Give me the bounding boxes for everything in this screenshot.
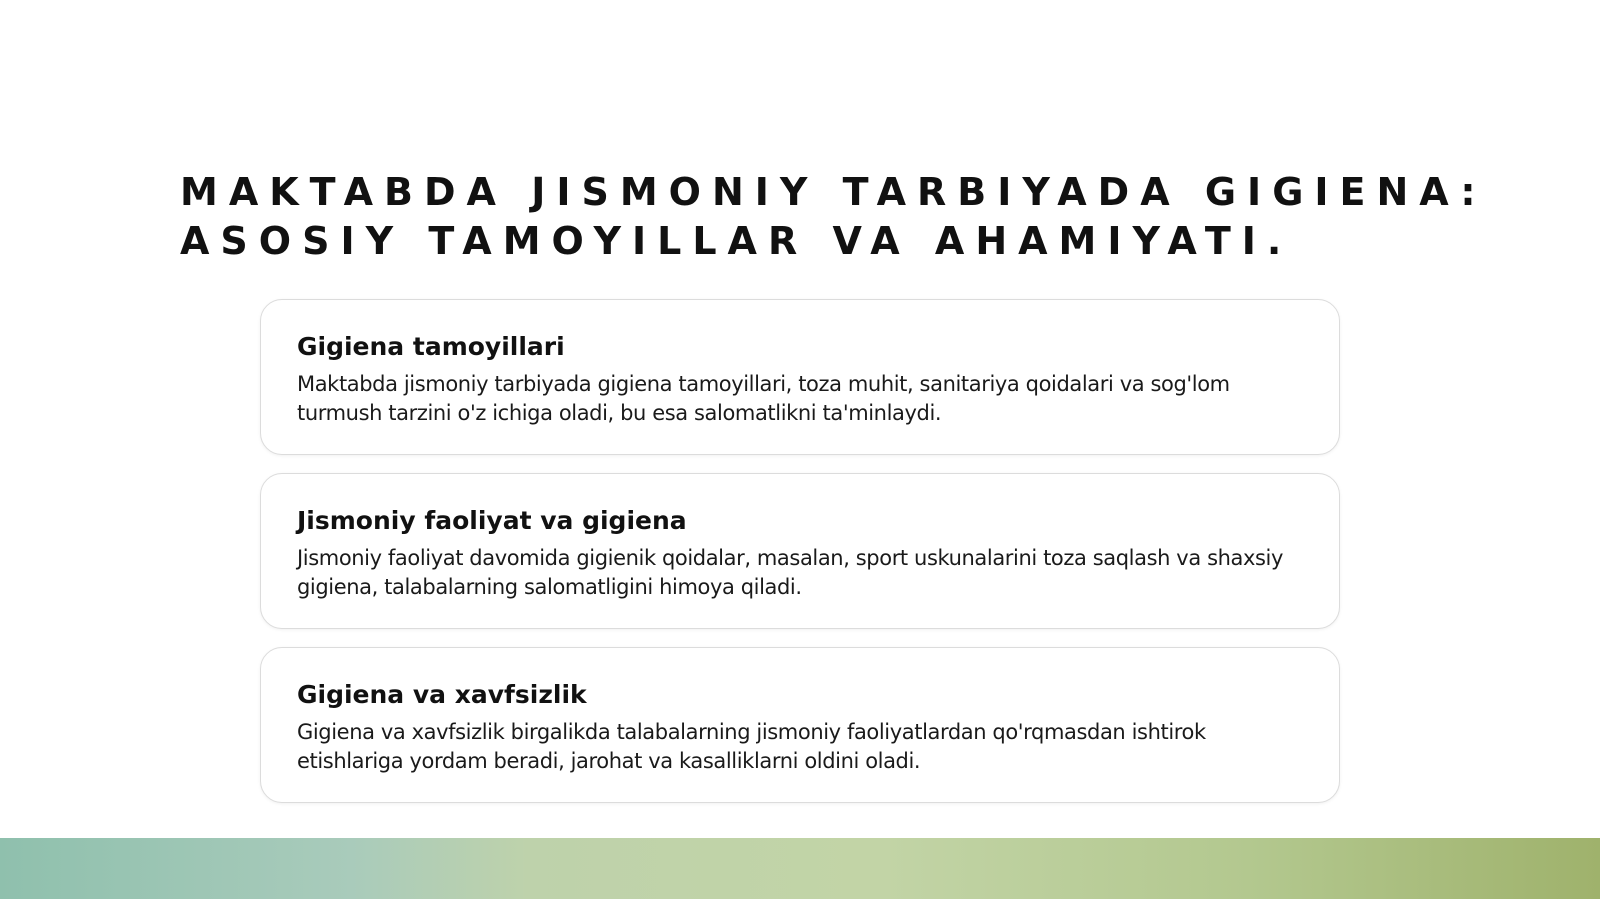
card-hygiene-safety <box>260 647 1340 803</box>
card-text: Gigiena va xavfsizlik birgalikda talabalarning jismoniy faoliyatlardan qo'rqmasdan ishtirok etishlariga yordam beradi, jarohat va kasalliklarni oldini oladi. <box>297 720 1206 773</box>
cards-list <box>260 299 1340 821</box>
slide-title-line-1: MAKTABDA JISMONIY TARBIYADA GIGIENA: <box>180 170 1487 214</box>
card-physical-activity-hygiene <box>260 473 1340 629</box>
slide-title-line-2: ASOSIY TAMOYILLAR VA AHAMIYATI. <box>180 219 1293 263</box>
card-hygiene-principles <box>260 299 1340 455</box>
card-heading: Gigiena tamoyillari <box>297 332 565 361</box>
card-text: Maktabda jismoniy tarbiyada gigiena tamoyillari, toza muhit, sanitariya qoidalari va sog'lom turmush tarzini o'z ichiga oladi, bu esa salomatlikni ta'minlaydi. <box>297 372 1230 425</box>
slide-title <box>180 168 1560 266</box>
card-heading: Gigiena va xavfsizlik <box>297 680 587 709</box>
card-text: Jismoniy faoliyat davomida gigienik qoidalar, masalan, sport uskunalarini toza saqlash va shaxsiy gigiena, talabalarning salomatligini himoya qiladi. <box>297 546 1284 599</box>
card-heading: Jismoniy faoliyat va gigiena <box>297 506 687 535</box>
decorative-gradient-band <box>0 838 1600 899</box>
